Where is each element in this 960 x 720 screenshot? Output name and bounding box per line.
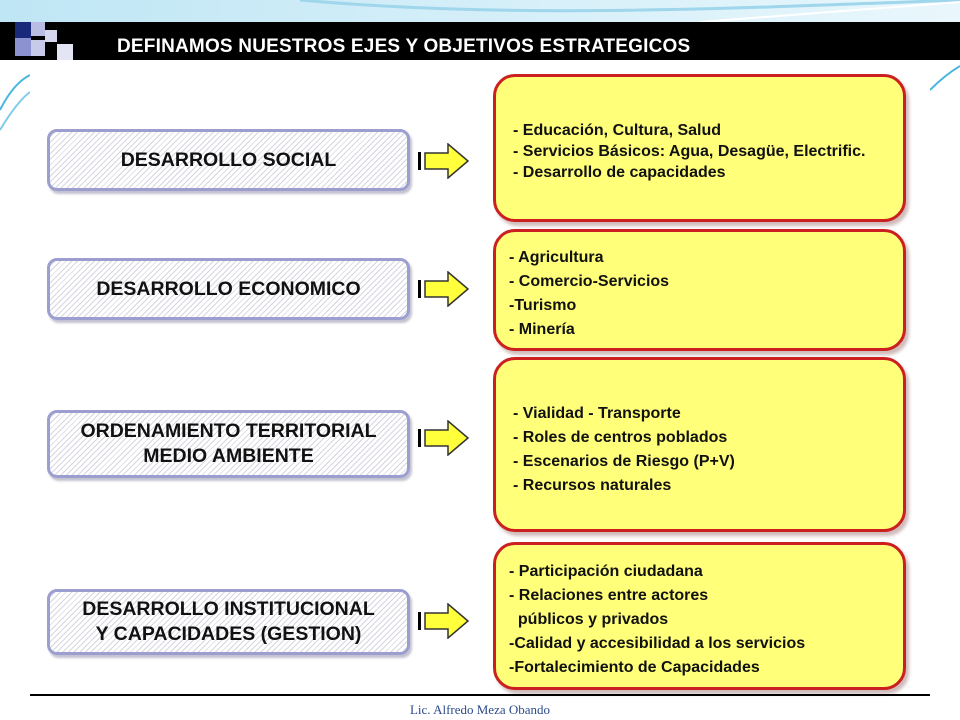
arrow-icon xyxy=(418,420,470,456)
objective-item: públicos y privados xyxy=(509,611,669,628)
decor-square-mid xyxy=(15,38,31,56)
objective-item: - Escenarios de Riesgo (P+V) xyxy=(513,453,735,470)
footer-author: Lic. Alfredo Meza Obando xyxy=(409,702,551,717)
arrow-icon xyxy=(418,143,470,179)
decor-square-pale xyxy=(57,44,73,60)
decor-square-light xyxy=(45,30,57,42)
axis-label: DESARROLLO SOCIAL xyxy=(120,148,337,171)
arrow-icon xyxy=(418,603,470,639)
objective-item: - Roles de centros poblados xyxy=(513,429,728,446)
axis-label: DESARROLLO INSTITUCIONAL xyxy=(82,598,375,620)
objective-item: - Recursos naturales xyxy=(513,477,672,494)
objective-item: - Relaciones entre actores xyxy=(509,587,709,604)
objectives-box-territorial xyxy=(493,357,906,532)
bottom-divider xyxy=(30,694,930,696)
axis-label: Y CAPACIDADES (GESTION) xyxy=(95,623,362,645)
axis-label: DESARROLLO ECONOMICO xyxy=(96,277,361,300)
objective-item: - Desarrollo de capacidades xyxy=(513,164,726,181)
objectives-box-social xyxy=(493,74,906,222)
objective-item: - Vialidad - Transporte xyxy=(513,405,681,422)
axis-box-territorial xyxy=(47,410,410,478)
objective-item: - Comercio-Servicios xyxy=(509,273,670,290)
objective-item: - Minería xyxy=(509,321,575,338)
decor-square-dark xyxy=(15,22,31,38)
decor-square-light xyxy=(31,22,45,36)
axis-box-institucional xyxy=(47,589,410,655)
axis-box-social xyxy=(47,129,410,191)
objective-item: - Agricultura xyxy=(509,249,604,266)
objective-item: - Participación ciudadana xyxy=(509,563,703,580)
objective-item: -Fortalecimiento de Capacidades xyxy=(509,659,760,676)
objective-item: -Turismo xyxy=(509,297,577,314)
decor-square-light xyxy=(31,40,45,56)
objective-item: - Educación, Cultura, Salud xyxy=(513,122,722,139)
axis-label: MEDIO AMBIENTE xyxy=(143,445,314,467)
axis-label: ORDENAMIENTO TERRITORIAL xyxy=(80,420,377,442)
axis-box-economico xyxy=(47,258,410,320)
objectives-box-economico xyxy=(493,229,906,351)
objective-item: - Servicios Básicos: Agua, Desagüe, Electrific. xyxy=(513,143,866,160)
objectives-box-institucional xyxy=(493,542,906,690)
slide-title: DEFINAMOS NUESTROS EJES Y OBJETIVOS ESTRATEGICOS xyxy=(117,36,691,57)
arrow-icon xyxy=(418,271,470,307)
objective-item: -Calidad y accesibilidad a los servicios xyxy=(509,635,806,652)
